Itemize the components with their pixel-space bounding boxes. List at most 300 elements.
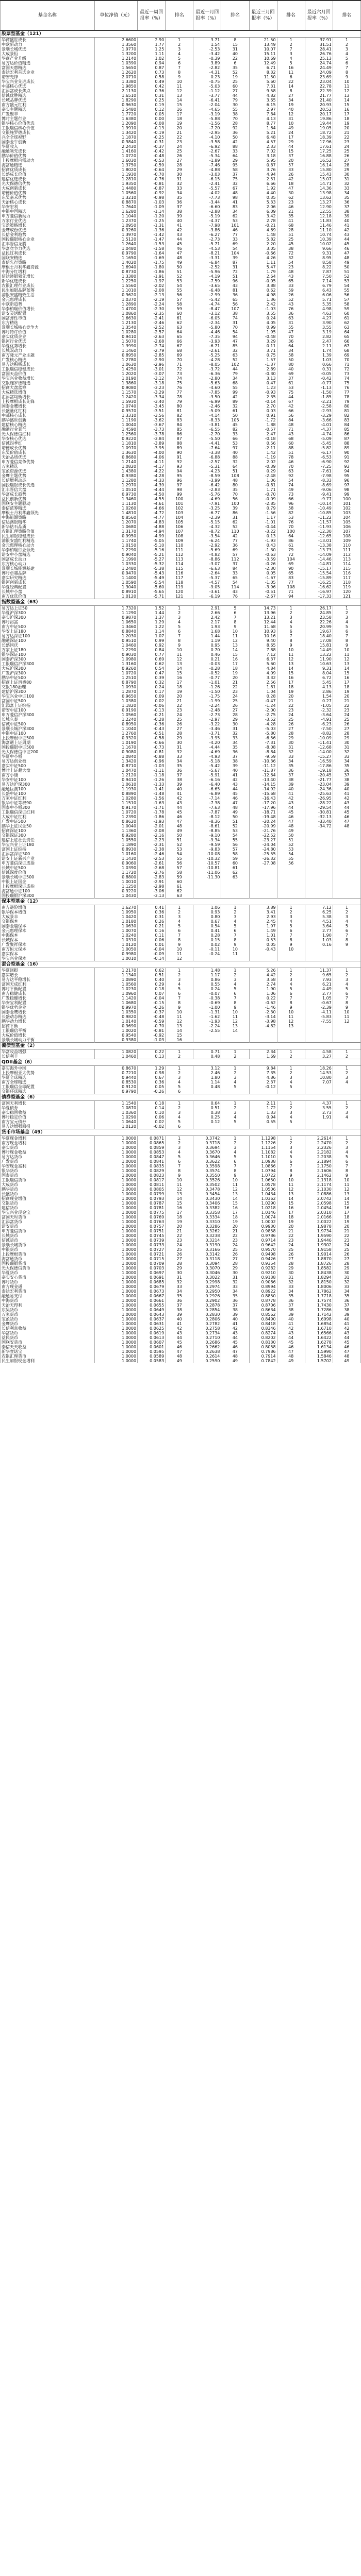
cell-month-return: -5.50 [193, 436, 221, 441]
cell-week-return: 0.0697 [138, 1270, 166, 1275]
cell-month-return: -10.08 [193, 852, 221, 856]
cell-nav: 1.0020 [94, 1028, 137, 1033]
cell-nav: 1.4810 [94, 511, 137, 515]
table-row [1, 1164, 361, 1168]
cell-fund-name: 华富成长趋势 [1, 492, 95, 497]
cell-month-rank: 31 [221, 320, 249, 325]
cell-quarter-return: 7.88 [249, 648, 277, 652]
cell-halfyear-return: 3.64 [305, 924, 333, 928]
cell-nav: 1.0980 [94, 657, 137, 662]
cell-fund-name: 汇添富均衡增长 [1, 395, 95, 399]
table-row [1, 441, 361, 446]
cell-month-rank: 5 [221, 1120, 249, 1124]
cell-quarter-rank: 3 [277, 1110, 305, 1115]
cell-nav: 0.8730 [94, 269, 137, 274]
cell-week-rank: 49 [166, 828, 193, 833]
cell-week-rank: 25 [166, 1247, 193, 1252]
table-row [1, 634, 361, 638]
cell-month-rank: 38 [221, 1308, 249, 1312]
cell-halfyear-rank: 35 [333, 764, 360, 768]
table-row [1, 805, 361, 810]
cell-week-rank: 4 [166, 982, 193, 987]
cell-quarter-rank: 31 [277, 320, 305, 325]
cell-fund-name: 农银汇理行业成长 [1, 283, 95, 288]
cell-fund-name: 中海分红增利 [1, 269, 95, 274]
cell-quarter-return: 0.62 [249, 288, 277, 293]
cell-quarter-return: -24.04 [249, 842, 277, 847]
cell-quarter-rank [277, 879, 305, 884]
cell-fund-name: 东方核心动力 [1, 562, 95, 566]
cell-halfyear-return: -8.69 [305, 483, 333, 487]
cell-fund-name: 上投摩根成长先锋 [1, 399, 95, 404]
cell-halfyear-return: -14.09 [305, 552, 333, 557]
cell-quarter-return: -0.63 [249, 552, 277, 557]
cell-fund-name: 大成景恒 [1, 52, 95, 56]
cell-fund-name: 汇添富上证综指 [1, 703, 95, 708]
cell-month-rank: 45 [221, 422, 249, 427]
cell-week-return: -4.77 [138, 515, 166, 520]
cell-fund-name: 金元惠理保本 [1, 928, 95, 933]
cell-halfyear-rank: 12 [333, 89, 360, 93]
cell-week-rank: 44 [166, 237, 193, 242]
cell-week-return: -4.66 [138, 506, 166, 511]
cell-quarter-rank: 41 [277, 791, 305, 796]
cell-month-rank: 6 [221, 991, 249, 996]
cell-halfyear-rank: 4 [333, 52, 360, 56]
cell-quarter-return: -15.68 [249, 791, 277, 796]
cell-halfyear-rank: 69 [333, 353, 360, 358]
cell-month-return: -5.88 [193, 116, 221, 121]
cell-halfyear-return: 2.0166 [305, 1215, 333, 1219]
cell-month-rank: 12 [221, 1187, 249, 1192]
cell-week-return: -0.96 [138, 759, 166, 764]
cell-halfyear-rank: 20 [333, 694, 360, 699]
cell-quarter-return: 1.0002 [249, 1219, 277, 1224]
cell-fund-name: 嘉实增长 [1, 973, 95, 977]
cell-fund-name: 富国天时货币 [1, 1215, 95, 1219]
table-row [1, 924, 361, 928]
cell-quarter-rank: 84 [277, 418, 305, 422]
cell-nav: 1.0860 [94, 311, 137, 316]
cell-month-rank: 6 [221, 61, 249, 65]
cell-nav: 1.0000 [94, 1243, 137, 1247]
cell-week-return: -2.61 [138, 861, 166, 866]
cell-quarter-return: 2.74 [249, 982, 277, 987]
cell-nav: 0.9410 [94, 777, 137, 782]
cell-week-return: 1.52 [138, 606, 166, 611]
cell-halfyear-return: 4.98 [305, 307, 333, 311]
cell-nav: 0.9080 [94, 385, 137, 390]
cell-halfyear-return: -9.06 [305, 487, 333, 492]
cell-fund-name: 景顺长城中证500 [1, 875, 95, 879]
cell-month-rank: 42 [221, 395, 249, 399]
cell-quarter-rank: 55 [277, 325, 305, 330]
cell-fund-name: 华泰柏瑞行业领先 [1, 548, 95, 552]
cell-nav: 1.1870 [94, 135, 137, 140]
cell-week-return: 0.51 [138, 973, 166, 977]
cell-week-rank: 14 [166, 1028, 193, 1033]
cell-week-return: -2.24 [138, 302, 166, 307]
cell-quarter-rank: 8 [277, 638, 305, 643]
header-halfyear-rank: 排名 [333, 1, 360, 30]
cell-month-return: -4.53 [193, 246, 221, 251]
cell-quarter-return: 0.9858 [249, 1229, 277, 1233]
cell-quarter-rank: 23 [277, 708, 305, 713]
cell-quarter-rank: 18 [277, 181, 305, 186]
cell-quarter-return: 0.8706 [249, 1303, 277, 1308]
cell-nav: 1.0970 [94, 446, 137, 450]
cell-week-rank: 8 [166, 938, 193, 942]
cell-month-return: -4.44 [193, 745, 221, 750]
cell-nav: 1.3420 [94, 130, 137, 135]
cell-nav: 1.0000 [94, 1173, 137, 1178]
cell-month-rank: 4 [221, 1080, 249, 1084]
cell-quarter-rank: 27 [277, 1257, 305, 1261]
cell-fund-name: 南方盛元红利 [1, 103, 95, 107]
cell-month-return: -8.85 [193, 828, 221, 833]
cell-fund-name: 南方隆元产业主题 [1, 353, 95, 358]
cell-nav: 1.1040 [94, 214, 137, 218]
cell-halfyear-return: -7.25 [305, 464, 333, 469]
cell-month-rank: 11 [221, 1014, 249, 1019]
table-row [1, 928, 361, 933]
cell-fund-name: 易方达货币 [1, 1155, 95, 1159]
cell-quarter-rank: 58 [277, 506, 305, 511]
cell-week-rank: 120 [166, 589, 193, 594]
cell-nav: 1.0000 [94, 1247, 137, 1252]
cell-nav: 1.0000 [94, 1312, 137, 1317]
cell-nav: 1.1130 [94, 501, 137, 506]
cell-month-return: -2.48 [193, 708, 221, 713]
cell-month-rank: 54 [221, 330, 249, 334]
table-row [1, 140, 361, 144]
cell-fund-name: 万家货币 [1, 1312, 95, 1317]
cell-week-rank: 26 [166, 1252, 193, 1257]
cell-halfyear-return [305, 889, 333, 893]
cell-fund-name: 信诚中证500 [1, 722, 95, 726]
cell-week-rank: 112 [166, 552, 193, 557]
cell-halfyear-rank: 1 [333, 905, 360, 910]
cell-month-return: 0.95 [193, 643, 221, 648]
cell-halfyear-return: 0.66 [305, 362, 333, 367]
cell-halfyear-return: 19.44 [305, 121, 333, 126]
cell-quarter-return: -16.43 [249, 796, 277, 801]
cell-quarter-return: -3.96 [249, 585, 277, 589]
cell-month-rank: 79 [221, 98, 249, 103]
cell-week-rank: 25 [166, 149, 193, 154]
cell-halfyear-rank: 93 [333, 464, 360, 469]
cell-nav: 1.1890 [94, 842, 137, 847]
cell-nav: 1.0560 [94, 713, 137, 717]
cell-halfyear-rank: 35 [333, 1294, 360, 1298]
cell-fund-name: 广发核心精选 [1, 358, 95, 362]
cell-month-return: 0.71 [193, 1049, 221, 1055]
table-row [1, 1243, 361, 1247]
table-row [1, 70, 361, 75]
cell-month-rank: 3 [221, 977, 249, 982]
cell-nav: 1.0190 [94, 376, 137, 381]
cell-halfyear-rank: 11 [333, 652, 360, 657]
cell-month-return: 0.3022 [193, 1275, 221, 1280]
cell-halfyear-return: 10.80 [305, 1075, 333, 1080]
cell-week-return: -1.31 [138, 223, 166, 228]
cell-quarter-rank [277, 884, 305, 889]
cell-quarter-rank [277, 952, 305, 956]
cell-nav: 1.3630 [94, 450, 137, 455]
cell-fund-name: 长盛动态精选 [1, 1014, 95, 1019]
cell-month-return: -7.87 [193, 810, 221, 815]
cell-quarter-return: 13.96 [249, 611, 277, 615]
cell-quarter-return: 21.50 [249, 38, 277, 43]
cell-nav: 1.1400 [94, 575, 137, 580]
cell-nav: 1.8290 [94, 98, 137, 103]
cell-month-rank: 57 [221, 847, 249, 852]
table-row [1, 643, 361, 648]
cell-halfyear-rank: 44 [333, 805, 360, 810]
cell-week-rank: 34 [166, 191, 193, 195]
cell-halfyear-return: 3.55 [305, 1106, 333, 1110]
cell-week-rank: 16 [166, 1038, 193, 1043]
section-title: 指数型基金（63） [1, 599, 361, 606]
table-row [1, 1196, 361, 1201]
cell-week-rank: 6 [166, 991, 193, 996]
cell-month-return: -5.76 [193, 492, 221, 497]
cell-month-rank: 40 [221, 52, 249, 56]
header-month-rank: 排名 [221, 1, 249, 30]
cell-week-rank: 17 [166, 680, 193, 685]
table-row [1, 562, 361, 566]
cell-quarter-rank: 104 [277, 557, 305, 562]
cell-quarter-return [249, 1089, 277, 1094]
cell-week-rank: 5 [166, 987, 193, 991]
cell-week-rank: 13 [166, 1192, 193, 1196]
cell-month-return: 0.3526 [193, 1178, 221, 1182]
cell-month-return: -4.20 [193, 740, 221, 745]
table-row [1, 1005, 361, 1010]
cell-week-rank: 11 [166, 1014, 193, 1019]
table-row [1, 381, 361, 385]
cell-month-rank: 92 [221, 126, 249, 130]
cell-week-return: 0.0865 [138, 1141, 166, 1145]
cell-week-rank: 66 [166, 339, 193, 344]
cell-week-rank: 64 [166, 330, 193, 334]
table-row [1, 399, 361, 404]
cell-week-return: 0.0859 [138, 1145, 166, 1150]
cell-week-return: -2.38 [138, 847, 166, 852]
cell-quarter-return: 3.71 [249, 348, 277, 353]
cell-month-return: 0.2686 [193, 1340, 221, 1345]
cell-month-rank: 2 [221, 1106, 249, 1110]
cell-week-rank: 96 [166, 478, 193, 483]
cell-quarter-rank [277, 1028, 305, 1033]
cell-quarter-rank: 36 [277, 768, 305, 773]
cell-week-return: 1.11 [138, 52, 166, 56]
cell-week-return: -0.19 [138, 130, 166, 135]
cell-week-return: -1.03 [138, 1038, 166, 1043]
cell-halfyear-rank: 14 [333, 98, 360, 103]
cell-month-return: -6.42 [193, 483, 221, 487]
cell-nav: 1.0000 [94, 1349, 137, 1354]
section-header-row [1, 599, 361, 606]
table-row [1, 685, 361, 689]
cell-quarter-rank: 10 [277, 648, 305, 652]
cell-quarter-return: 5.21 [249, 130, 277, 135]
cell-fund-name: 嘉实研究精选 [1, 575, 95, 580]
cell-quarter-return: 1.01 [249, 933, 277, 938]
cell-fund-name: 信诚四季红 [1, 441, 95, 446]
table-row [1, 47, 361, 52]
cell-quarter-rank: 2 [277, 611, 305, 615]
cell-week-rank: 1 [166, 606, 193, 611]
cell-week-return: -4.55 [138, 497, 166, 501]
cell-quarter-return: 1.0434 [249, 1192, 277, 1196]
cell-quarter-return: 1.0866 [249, 1164, 277, 1168]
cell-fund-name: 易方达深证100 [1, 634, 95, 638]
section-header-row [1, 1094, 361, 1101]
table-row [1, 787, 361, 791]
cell-fund-name: 嘉实稳固收益 [1, 1110, 95, 1115]
cell-nav: 1.0000 [94, 1257, 137, 1261]
cell-month-return: 0.25 [193, 1115, 221, 1120]
cell-week-return: 0.62 [138, 968, 166, 973]
cell-nav: 1.0350 [94, 1010, 137, 1014]
cell-halfyear-return: 2.2182 [305, 1150, 333, 1155]
cell-halfyear-rank: 7 [333, 634, 360, 638]
cell-quarter-return: 0.05 [249, 571, 277, 575]
cell-quarter-rank: 35 [277, 214, 305, 218]
cell-quarter-return: 0.8994 [249, 1284, 277, 1289]
cell-halfyear-return: 2.1606 [305, 1168, 333, 1173]
cell-month-rank: 51 [221, 819, 249, 824]
cell-nav: 0.9380 [94, 1038, 137, 1043]
cell-quarter-rank: 12 [277, 1019, 305, 1024]
cell-halfyear-return: -1.13 [305, 385, 333, 390]
cell-nav: 1.3310 [94, 413, 137, 418]
cell-fund-name: 海富通上证周期 [1, 740, 95, 745]
cell-nav: 0.9690 [94, 1024, 137, 1028]
cell-quarter-rank: 57 [277, 163, 305, 167]
cell-month-rank: 35 [221, 487, 249, 492]
cell-quarter-rank: 51 [277, 450, 305, 455]
cell-nav: 1.5650 [94, 65, 137, 70]
cell-week-return: -2.02 [138, 283, 166, 288]
cell-nav: 1.1360 [94, 828, 137, 833]
section-title: 货币市场基金（49） [1, 1129, 361, 1136]
table-row [1, 1233, 361, 1238]
cell-halfyear-rank: 48 [333, 1354, 360, 1359]
cell-halfyear-rank: 47 [333, 1349, 360, 1354]
cell-halfyear-return: -25.63 [305, 791, 333, 796]
cell-quarter-rank: 50 [277, 833, 305, 838]
table-row [1, 585, 361, 589]
cell-quarter-return: -0.30 [249, 371, 277, 376]
table-row [1, 754, 361, 759]
cell-month-rank: 39 [221, 1312, 249, 1317]
table-row [1, 1145, 361, 1150]
cell-month-rank: 27 [221, 89, 249, 93]
cell-fund-name: 万家行业优选 [1, 218, 95, 223]
cell-week-rank: 40 [166, 1317, 193, 1321]
cell-quarter-return: -1.24 [249, 703, 277, 708]
cell-quarter-rank: 36 [277, 311, 305, 316]
cell-fund-name: 长城久泰 [1, 717, 95, 722]
cell-quarter-rank: 39 [277, 1312, 305, 1317]
cell-week-return: -0.64 [138, 167, 166, 172]
cell-nav: 0.9470 [94, 571, 137, 575]
table-row [1, 1210, 361, 1215]
cell-nav: 0.9280 [94, 833, 137, 838]
cell-month-rank: 8 [221, 1001, 249, 1005]
cell-nav: 2.0710 [94, 75, 137, 79]
table-row [1, 1010, 361, 1014]
table-row [1, 884, 361, 889]
cell-nav: 1.0330 [94, 562, 137, 566]
cell-nav: 0.9260 [94, 228, 137, 232]
cell-week-rank: 2 [166, 1071, 193, 1075]
cell-week-rank: 16 [166, 1206, 193, 1210]
table-row [1, 121, 361, 126]
cell-week-rank: 78 [166, 395, 193, 399]
cell-quarter-return: -27.08 [249, 861, 277, 866]
cell-month-rank: 33 [221, 1284, 249, 1289]
cell-halfyear-return [305, 1033, 333, 1038]
cell-week-return: -3.89 [138, 441, 166, 446]
cell-week-return: -0.26 [138, 1089, 166, 1094]
cell-week-rank: 42 [166, 1326, 193, 1331]
cell-week-rank: 11 [166, 84, 193, 89]
cell-halfyear-rank: 48 [333, 824, 360, 828]
cell-month-return [193, 889, 221, 893]
cell-week-return: -0.98 [138, 195, 166, 200]
cell-month-return: -2.55 [193, 1028, 221, 1033]
cell-month-return: -6.84 [193, 260, 221, 265]
cell-nav: 0.8890 [94, 791, 137, 796]
cell-month-rank: 23 [221, 689, 249, 694]
cell-halfyear-rank: 82 [333, 413, 360, 418]
cell-week-return: 0.47 [138, 671, 166, 675]
cell-week-rank: 15 [166, 103, 193, 107]
cell-quarter-return: 0.9354 [249, 1261, 277, 1266]
table-row [1, 889, 361, 893]
cell-halfyear-rank: 66 [333, 339, 360, 344]
cell-month-return: 0.2782 [193, 1321, 221, 1326]
cell-quarter-rank: 9 [277, 942, 305, 947]
cell-month-rank: 65 [221, 297, 249, 302]
cell-month-return: 0.2638 [193, 1349, 221, 1354]
cell-month-return: 0.3406 [193, 1201, 221, 1206]
cell-fund-name: 泰达宏利货币 [1, 1289, 95, 1294]
table-row [1, 764, 361, 768]
cell-quarter-rank: 69 [277, 371, 305, 376]
cell-halfyear-return: -4.91 [305, 717, 333, 722]
cell-nav: 1.7720 [94, 112, 137, 116]
cell-quarter-rank: 10 [277, 1178, 305, 1182]
table-row [1, 186, 361, 191]
cell-quarter-return: 1.49 [249, 928, 277, 933]
cell-fund-name: 南方避险增值 [1, 905, 95, 910]
cell-nav: 1.0040 [94, 824, 137, 828]
cell-week-rank: 68 [166, 348, 193, 353]
cell-quarter-rank: 38 [277, 777, 305, 782]
cell-quarter-return: 1.1298 [249, 1136, 277, 1141]
table-row [1, 947, 361, 952]
cell-quarter-return: 7.02 [249, 149, 277, 154]
cell-quarter-rank: 2 [277, 1141, 305, 1145]
cell-month-return: -7.98 [193, 223, 221, 228]
cell-halfyear-return: 9.65 [305, 973, 333, 977]
cell-quarter-rank: 14 [277, 1196, 305, 1201]
cell-halfyear-return [305, 842, 333, 847]
